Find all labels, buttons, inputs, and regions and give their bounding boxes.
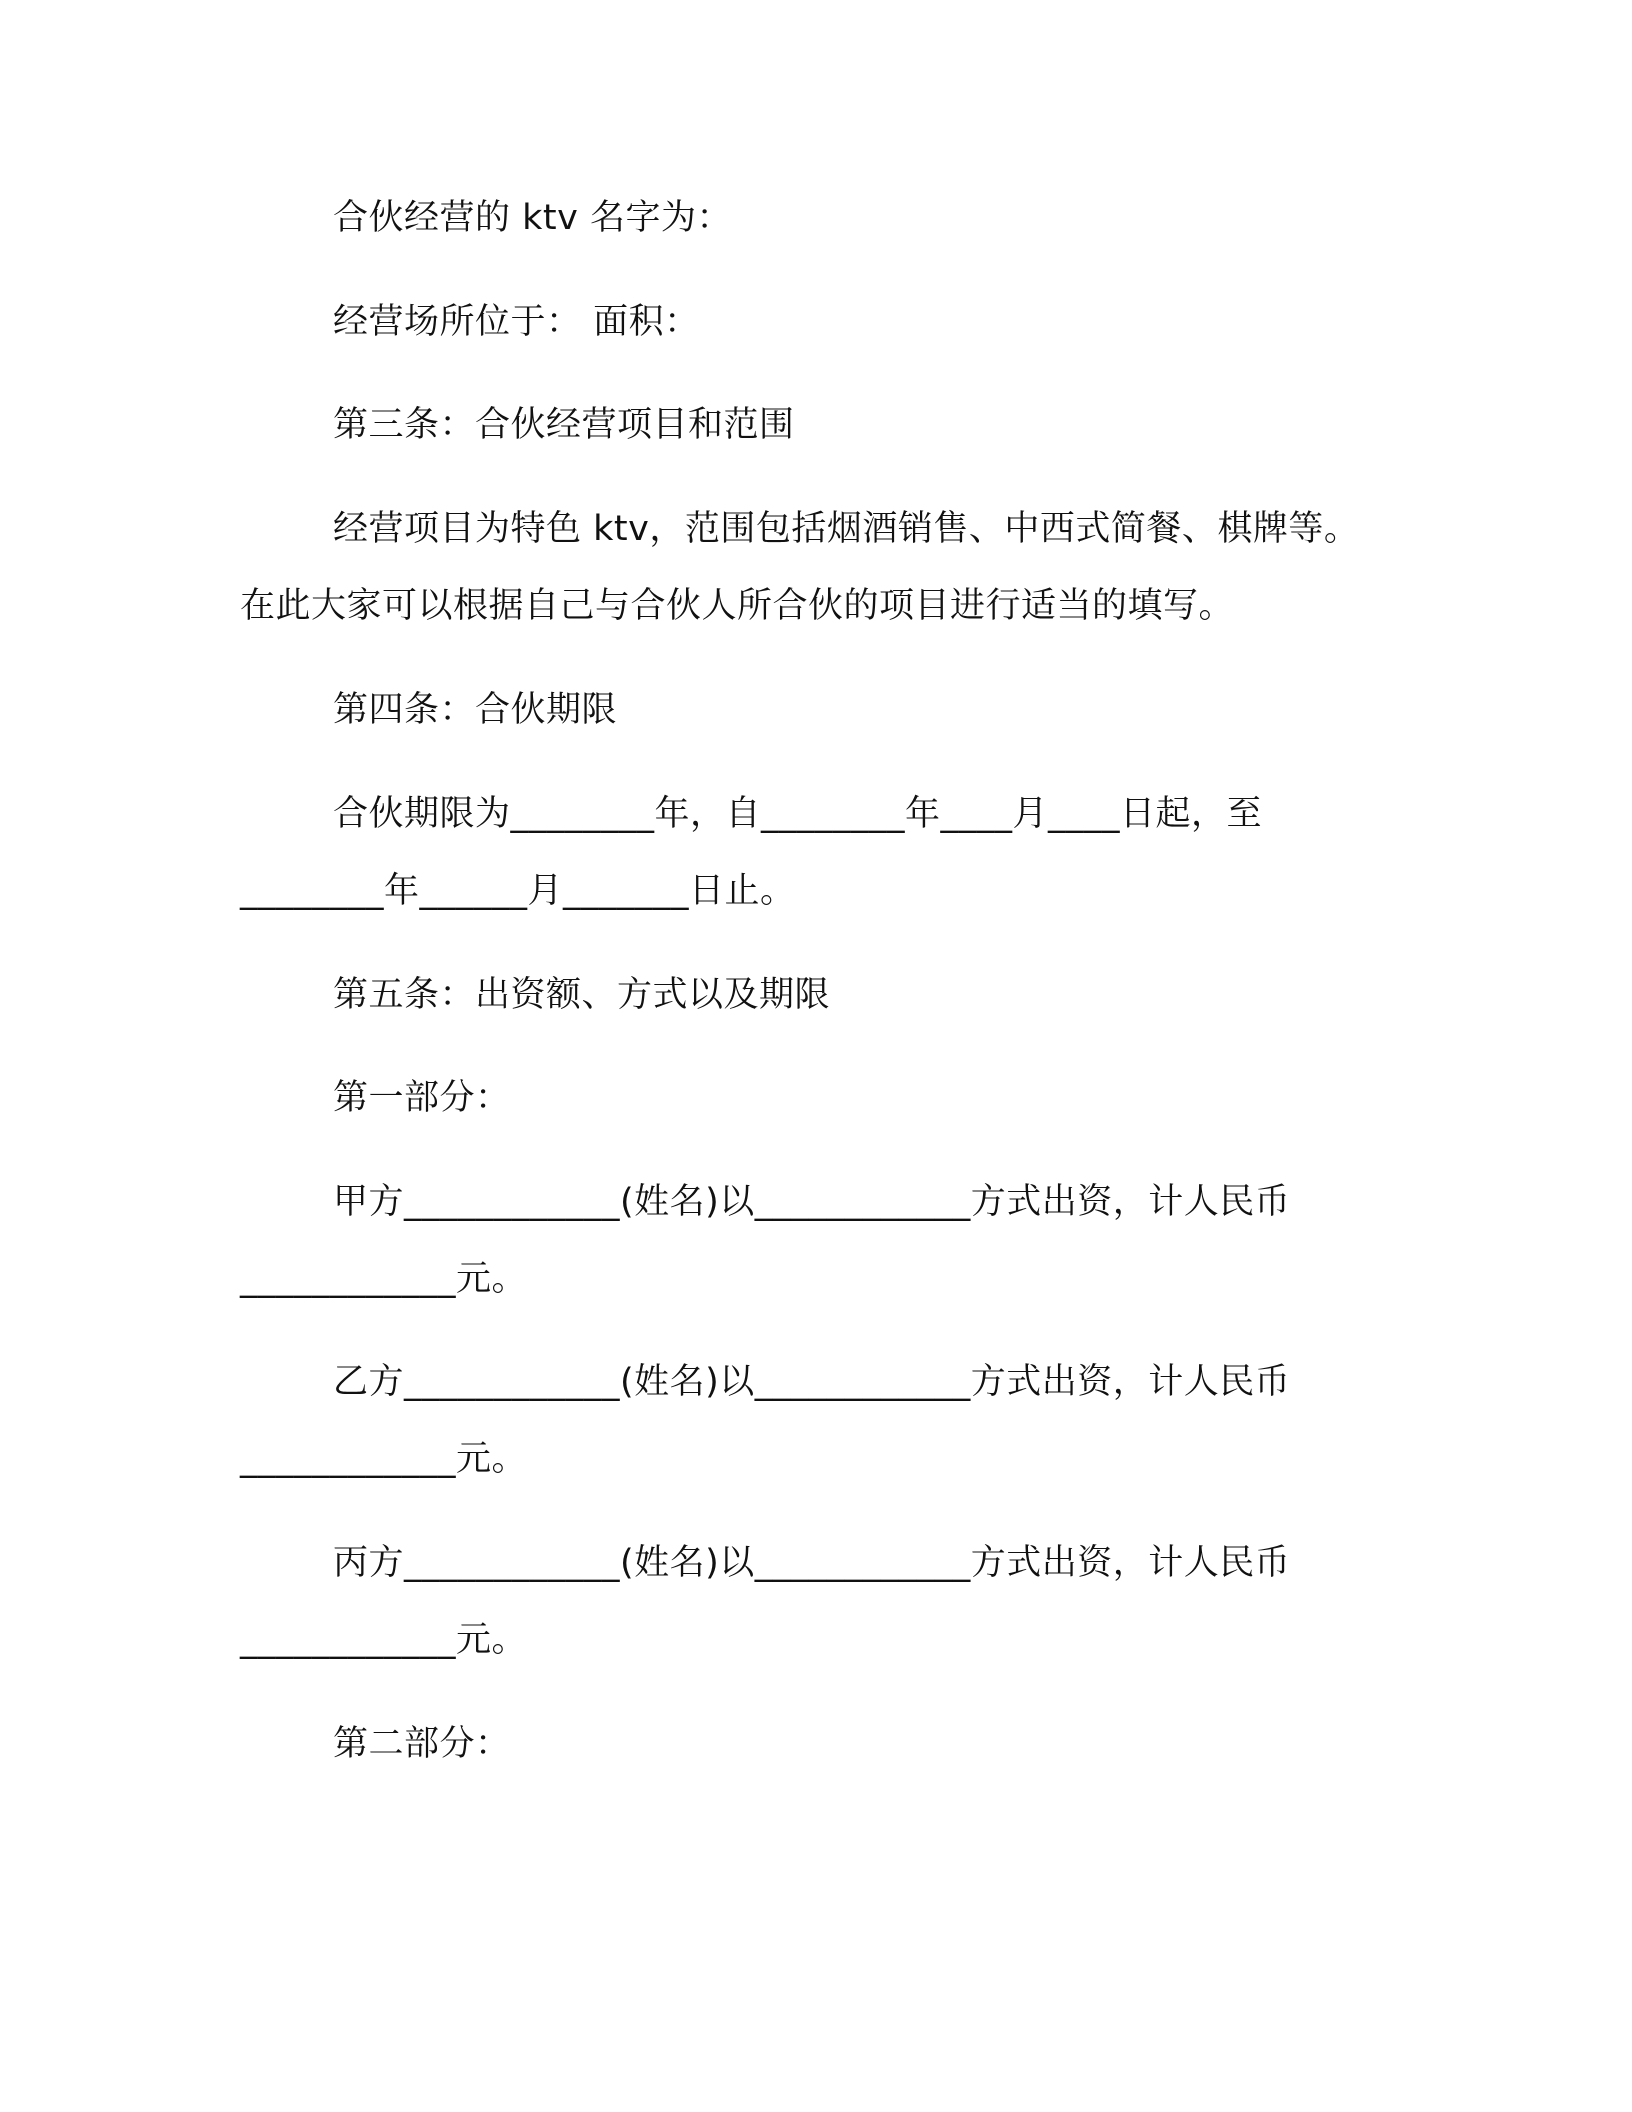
partnership-term-end-line: ________年______月_______日止。 xyxy=(240,871,796,911)
party-c-contribution-line: 丙方____________(姓名)以____________方式出资，计人民币 xyxy=(333,1543,1291,1583)
venue-location-line: 经营场所位于： 面积： xyxy=(333,302,700,342)
business-scope-note: 在此大家可以根据自己与合伙人所合伙的项目进行适当的填写。 xyxy=(240,586,1235,626)
partnership-term-line: 合伙期限为________年，自________年____月____日起，至 xyxy=(333,794,1263,834)
part-2-heading: 第二部分： xyxy=(333,1724,511,1764)
article-3-heading: 第三条：合伙经营项目和范围 xyxy=(333,405,795,445)
ktv-name-line: 合伙经营的 ktv 名字为： xyxy=(333,198,732,238)
part-1-heading: 第一部分： xyxy=(333,1078,511,1118)
article-5-heading: 第五条：出资额、方式以及期限 xyxy=(333,975,831,1015)
party-c-amount-line: ____________元。 xyxy=(240,1620,528,1660)
article-4-heading: 第四条：合伙期限 xyxy=(333,690,618,730)
party-a-amount-line: ____________元。 xyxy=(240,1259,528,1299)
party-b-contribution-line: 乙方____________(姓名)以____________方式出资，计人民币 xyxy=(333,1362,1291,1402)
party-a-contribution-line: 甲方____________(姓名)以____________方式出资，计人民币 xyxy=(333,1182,1291,1222)
business-scope-line: 经营项目为特色 ktv，范围包括烟酒销售、中西式简餐、棋牌等。 xyxy=(333,509,1360,549)
party-b-amount-line: ____________元。 xyxy=(240,1439,528,1479)
